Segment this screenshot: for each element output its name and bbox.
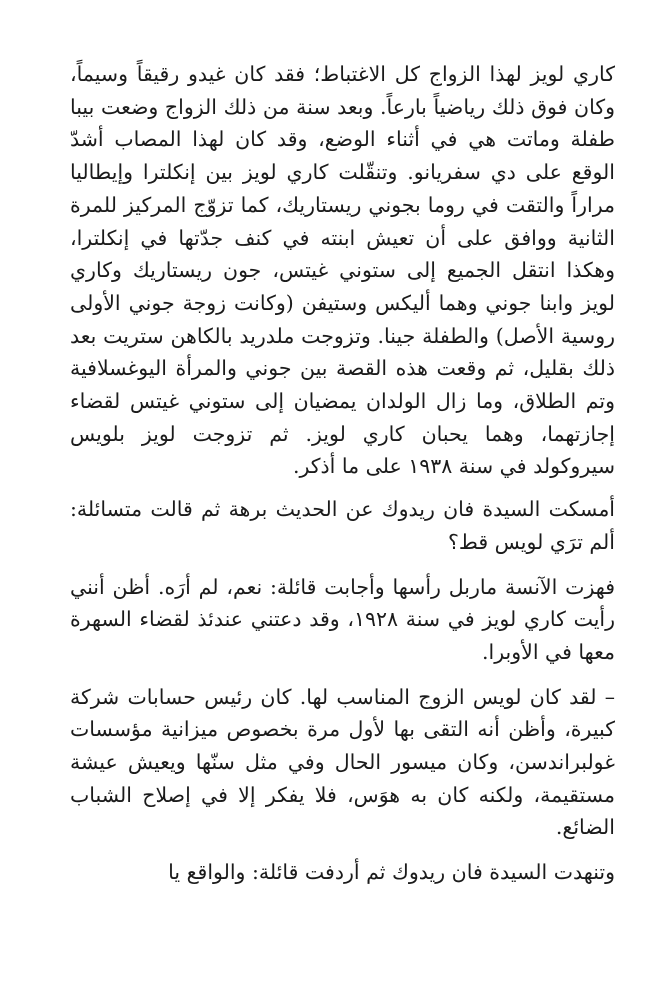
paragraph-van-rydock-question: أمسكت السيدة فان ريدوك عن الحديث برهة ثم قالت متسائلة: ألم ترَي لويس قط؟: [70, 497, 615, 554]
paragraph-van-rydock-sigh: وتنهدت السيدة فان ريدوك ثم أردفت قائلة: والواقع يا: [168, 860, 615, 885]
book-page: [70, 58, 615, 889]
paragraph-marriage-history: كاري لويز لهذا الزواج كل الاغتباط؛ فقد كان غيدو رقيقاً وسيماً، وكان فوق ذلك رياضياً بارعاً. وبعد سنة من ذلك الزواج وضعت بيبا طفلة وماتت هي في أثناء الوضع، وقد كان لهذا المصاب أشدّ الوقع على دي سفريانو. وتنقّلت كاري لويز بين إنكلترا وإيطاليا مراراً والتقت في روما بجوني ريستاريك، كما تزوّج المركيز للمرة الثانية ووافق على أن تعيش ابنته في كنف جدّتها في إنكلترا، وهكذا انتقل الجميع إلى ستوني غيتس، جون ريستاريك وكاري لويز وابنا جوني وهما أليكس وستيفن (وكانت زوجة جوني الأولى روسية الأصل) والطفلة جينا. وتزوجت ملدريد بالكاهن ستريت بعد ذلك بقليل، ثم وقعت هذه القصة بين جوني والمرأة اليوغسلافية وتم الطلاق، وما زال الولدان يمضيان إلى ستوني غيتس لقضاء إجازتهما، وهما يحبان كاري لويز. ثم تزوجت لويز بلويس سيروكولد في سنة ١٩٣٨ على ما أذكر.: [70, 62, 615, 479]
paragraph-lewis-description: – لقد كان لويس الزوج المناسب لها. كان رئيس حسابات شركة كبيرة، وأظن أنه التقى بها لأول مرة بخصوص ميزانية مؤسسات غولبراندسن، وكان ميسور الحال وفي مثل سنّها ويعيش عيشة مستقيمة، ولكنه كان به هوَس، فلا يفكر إلا في إصلاح الشباب الضائع.: [70, 684, 615, 840]
paragraph-marple-answer: فهزت الآنسة ماربل رأسها وأجابت قائلة: نعم، لم أرَه. أظن أنني رأيت كاري لويز في سنة ١٩٢٨، وقد دعتني عندئذ لقضاء السهرة معها في الأوبرا.: [70, 574, 615, 664]
